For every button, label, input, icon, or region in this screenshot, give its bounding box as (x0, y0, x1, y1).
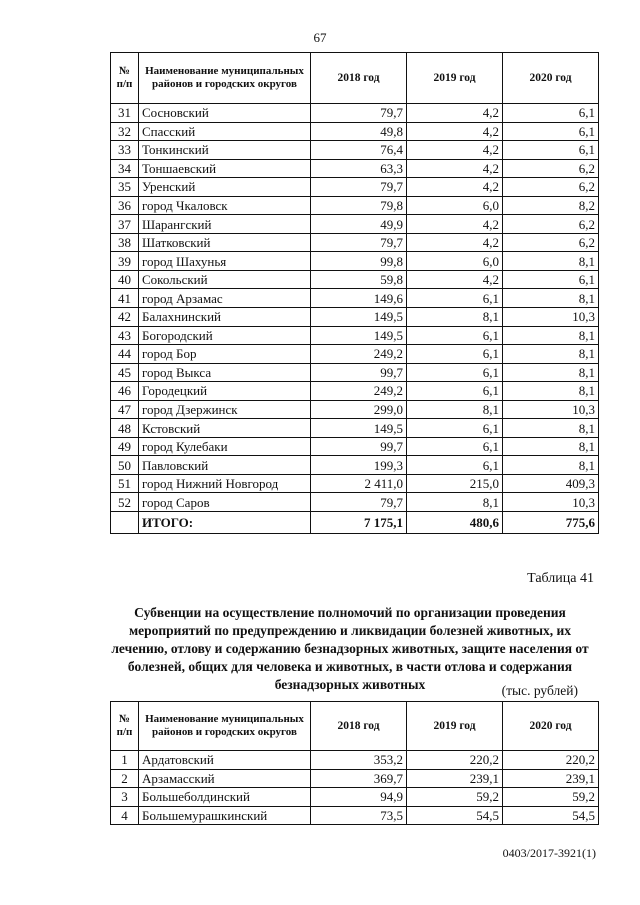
value-2020: 8,2 (503, 196, 599, 215)
header-2018: 2018 год (311, 702, 407, 751)
table-row (111, 289, 599, 308)
value-2020: 59,2 (503, 788, 599, 807)
value-2020: 220,2 (503, 751, 599, 770)
table-row (111, 252, 599, 271)
header-2019: 2019 год (407, 53, 503, 104)
animal-subsidy-table (110, 701, 599, 825)
value-2019: 6,1 (407, 345, 503, 364)
value-2019: 220,2 (407, 751, 503, 770)
municipality-name: Кстовский (139, 419, 311, 438)
header-2019: 2019 год (407, 702, 503, 751)
value-2018: 249,2 (311, 382, 407, 401)
municipality-name: Спасский (139, 122, 311, 141)
table-row (111, 270, 599, 289)
row-number: 36 (111, 196, 139, 215)
row-number: 45 (111, 363, 139, 382)
value-2020: 409,3 (503, 474, 599, 493)
total-label: ИТОГО: (139, 512, 311, 534)
value-2019: 8,1 (407, 308, 503, 327)
value-2018: 63,3 (311, 159, 407, 178)
row-number: 42 (111, 308, 139, 327)
value-2020: 8,1 (503, 363, 599, 382)
value-2019: 59,2 (407, 788, 503, 807)
value-2018: 2 411,0 (311, 474, 407, 493)
row-number: 49 (111, 437, 139, 456)
table-row (111, 363, 599, 382)
table-row (111, 178, 599, 197)
value-2020: 8,1 (503, 326, 599, 345)
municipality-name: город Нижний Новгород (139, 474, 311, 493)
municipality-name: Сокольский (139, 270, 311, 289)
value-2019: 6,1 (407, 419, 503, 438)
value-2019: 6,0 (407, 196, 503, 215)
value-2020: 6,1 (503, 122, 599, 141)
row-number: 51 (111, 474, 139, 493)
units-label: (тыс. рублей) (501, 683, 578, 698)
value-2018: 49,9 (311, 215, 407, 234)
row-number: 38 (111, 233, 139, 252)
value-2019: 4,2 (407, 122, 503, 141)
municipality-name: Ардатовский (139, 751, 311, 770)
header-2020: 2020 год (503, 702, 599, 751)
row-number: 1 (111, 751, 139, 770)
municipality-name: Шатковский (139, 233, 311, 252)
row-number: 48 (111, 419, 139, 438)
row-number: 35 (111, 178, 139, 197)
municipality-name: город Чкаловск (139, 196, 311, 215)
row-number: 41 (111, 289, 139, 308)
value-2020: 8,1 (503, 419, 599, 438)
value-2018: 249,2 (311, 345, 407, 364)
row-number: 2 (111, 769, 139, 788)
table-row (111, 382, 599, 401)
value-2019: 8,1 (407, 400, 503, 419)
value-2019: 6,1 (407, 382, 503, 401)
municipality-name: Тоншаевский (139, 159, 311, 178)
municipality-name: город Выкса (139, 363, 311, 382)
municipality-name: город Кулебаки (139, 437, 311, 456)
table-row (111, 419, 599, 438)
header-2020: 2020 год (503, 53, 599, 104)
value-2018: 76,4 (311, 141, 407, 160)
total-num-cell (111, 512, 139, 534)
header-num: № п/п (111, 53, 139, 104)
table-row (111, 122, 599, 141)
value-2019: 6,1 (407, 363, 503, 382)
value-2020: 6,1 (503, 104, 599, 123)
value-2018: 99,7 (311, 363, 407, 382)
municipality-name: Большемурашкинский (139, 806, 311, 825)
value-2020: 10,3 (503, 400, 599, 419)
header-num: № п/п (111, 702, 139, 751)
municipality-name: Большеболдинский (139, 788, 311, 807)
value-2018: 149,5 (311, 308, 407, 327)
value-2018: 73,5 (311, 806, 407, 825)
table-header-row (111, 53, 599, 104)
table-row (111, 308, 599, 327)
table-label: Таблица 41 (527, 571, 594, 586)
value-2018: 353,2 (311, 751, 407, 770)
value-2018: 79,7 (311, 493, 407, 512)
value-2020: 54,5 (503, 806, 599, 825)
value-2020: 6,1 (503, 270, 599, 289)
value-2020: 6,1 (503, 141, 599, 160)
total-row (111, 512, 599, 534)
total-2020: 775,6 (503, 512, 599, 534)
value-2020: 8,1 (503, 252, 599, 271)
value-2018: 369,7 (311, 769, 407, 788)
row-number: 50 (111, 456, 139, 475)
value-2019: 4,2 (407, 104, 503, 123)
municipality-name: Арзамасский (139, 769, 311, 788)
value-2018: 79,8 (311, 196, 407, 215)
value-2020: 6,2 (503, 215, 599, 234)
page-number: 67 (313, 30, 327, 45)
municipality-name: Уренский (139, 178, 311, 197)
value-2019: 4,2 (407, 178, 503, 197)
municipality-name: Богородский (139, 326, 311, 345)
row-number: 31 (111, 104, 139, 123)
table-row (111, 141, 599, 160)
value-2019: 4,2 (407, 141, 503, 160)
table-row (111, 769, 599, 788)
value-2019: 8,1 (407, 493, 503, 512)
row-number: 39 (111, 252, 139, 271)
value-2019: 4,2 (407, 270, 503, 289)
row-number: 34 (111, 159, 139, 178)
value-2020: 239,1 (503, 769, 599, 788)
row-number: 37 (111, 215, 139, 234)
table-row (111, 104, 599, 123)
value-2020: 8,1 (503, 437, 599, 456)
value-2020: 10,3 (503, 308, 599, 327)
table-row (111, 159, 599, 178)
value-2018: 49,8 (311, 122, 407, 141)
table-row (111, 196, 599, 215)
row-number: 44 (111, 345, 139, 364)
municipality-name: Городецкий (139, 382, 311, 401)
value-2020: 8,1 (503, 456, 599, 475)
table-row (111, 751, 599, 770)
table-row (111, 474, 599, 493)
section-title: Субвенции на осуществление полномочий по организации проведения мероприятий по предупреждению и ликвидации болезней животных, их лечению, отлову и содержанию безнадзорных животных, защите населения от болезней, общих для человека и животных, в части отлова и содержания безнадзорных животных (111, 605, 589, 692)
value-2019: 6,1 (407, 326, 503, 345)
document-code: 0403/2017-3921(1) (502, 846, 596, 860)
value-2019: 6,1 (407, 437, 503, 456)
value-2020: 6,2 (503, 159, 599, 178)
municipality-name: Тонкинский (139, 141, 311, 160)
value-2018: 99,7 (311, 437, 407, 456)
value-2018: 79,7 (311, 178, 407, 197)
municipality-name: город Саров (139, 493, 311, 512)
value-2019: 4,2 (407, 233, 503, 252)
value-2018: 149,6 (311, 289, 407, 308)
value-2018: 79,7 (311, 233, 407, 252)
value-2020: 8,1 (503, 382, 599, 401)
value-2020: 8,1 (503, 289, 599, 308)
table-row (111, 493, 599, 512)
header-name: Наименование муниципальных районов и городских округов (139, 53, 311, 104)
value-2019: 6,1 (407, 289, 503, 308)
municipality-name: Павловский (139, 456, 311, 475)
row-number: 46 (111, 382, 139, 401)
row-number: 47 (111, 400, 139, 419)
header-2018: 2018 год (311, 53, 407, 104)
municipality-name: Шарангский (139, 215, 311, 234)
value-2019: 239,1 (407, 769, 503, 788)
municipality-name: город Дзержинск (139, 400, 311, 419)
table-row (111, 456, 599, 475)
value-2019: 6,0 (407, 252, 503, 271)
row-number: 40 (111, 270, 139, 289)
table-row (111, 345, 599, 364)
value-2020: 10,3 (503, 493, 599, 512)
row-number: 33 (111, 141, 139, 160)
table-row (111, 233, 599, 252)
row-number: 32 (111, 122, 139, 141)
subsidy-table-continued (110, 52, 599, 534)
value-2018: 149,5 (311, 419, 407, 438)
municipality-name: город Бор (139, 345, 311, 364)
value-2018: 199,3 (311, 456, 407, 475)
municipality-name: Балахнинский (139, 308, 311, 327)
value-2018: 79,7 (311, 104, 407, 123)
table-row (111, 400, 599, 419)
total-2018: 7 175,1 (311, 512, 407, 534)
row-number: 52 (111, 493, 139, 512)
municipality-name: город Арзамас (139, 289, 311, 308)
value-2018: 149,5 (311, 326, 407, 345)
municipality-name: Сосновский (139, 104, 311, 123)
value-2019: 54,5 (407, 806, 503, 825)
value-2018: 94,9 (311, 788, 407, 807)
table-header-row (111, 702, 599, 751)
value-2018: 299,0 (311, 400, 407, 419)
value-2018: 59,8 (311, 270, 407, 289)
value-2018: 99,8 (311, 252, 407, 271)
table-row (111, 806, 599, 825)
value-2019: 6,1 (407, 456, 503, 475)
table-row (111, 437, 599, 456)
value-2019: 215,0 (407, 474, 503, 493)
value-2020: 8,1 (503, 345, 599, 364)
value-2019: 4,2 (407, 215, 503, 234)
row-number: 3 (111, 788, 139, 807)
value-2019: 4,2 (407, 159, 503, 178)
row-number: 4 (111, 806, 139, 825)
total-2019: 480,6 (407, 512, 503, 534)
table-row (111, 215, 599, 234)
table-row (111, 788, 599, 807)
value-2020: 6,2 (503, 178, 599, 197)
header-name: Наименование муниципальных районов и городских округов (139, 702, 311, 751)
table-row (111, 326, 599, 345)
municipality-name: город Шахунья (139, 252, 311, 271)
value-2020: 6,2 (503, 233, 599, 252)
row-number: 43 (111, 326, 139, 345)
